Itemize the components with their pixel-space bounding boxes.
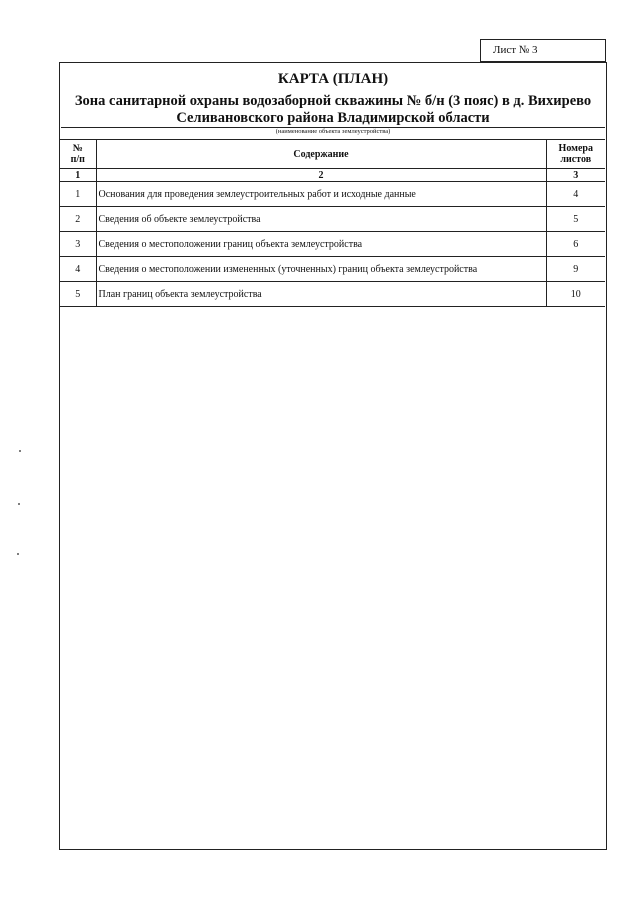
object-caption: (наименование объекта землеустройства) xyxy=(275,128,391,135)
table-header-row xyxy=(60,140,605,169)
row-pages: 9 xyxy=(546,257,605,282)
scan-speck xyxy=(18,503,20,505)
row-number: 3 xyxy=(60,232,96,257)
header-number-line-2: п/п xyxy=(70,154,85,165)
row-pages: 6 xyxy=(546,232,605,257)
header-content: Содержание xyxy=(96,140,546,169)
column-number-2: 2 xyxy=(96,169,546,182)
scan-speck xyxy=(17,553,19,555)
table-row xyxy=(60,257,605,282)
scan-speck xyxy=(19,450,21,452)
header-number-line-1: № xyxy=(72,143,83,154)
row-content: Сведения об объекте землеустройства xyxy=(96,207,546,232)
row-number: 4 xyxy=(60,257,96,282)
header-pages xyxy=(546,140,605,169)
row-content: Основания для проведения землеустроительных работ и исходные данные xyxy=(96,182,546,207)
column-number-row xyxy=(60,169,605,182)
table-row xyxy=(60,282,605,307)
row-content: План границ объекта землеустройства xyxy=(96,282,546,307)
header-pages-line-1: Номера xyxy=(558,143,593,154)
subtitle-line-2: Селивановского района Владимирской области xyxy=(176,110,490,126)
table-row xyxy=(60,207,605,232)
document-subtitle xyxy=(60,93,606,127)
header-number xyxy=(60,140,96,169)
document-title: КАРТА (ПЛАН) xyxy=(277,71,389,87)
row-number: 1 xyxy=(60,182,96,207)
column-number-1: 1 xyxy=(60,169,96,182)
document-frame xyxy=(59,62,607,850)
sheet-number-label: Лист № 3 xyxy=(493,44,538,56)
table-row xyxy=(60,232,605,257)
sheet-number-box xyxy=(480,39,606,62)
contents-table xyxy=(60,139,605,307)
column-number-3: 3 xyxy=(546,169,605,182)
row-content: Сведения о местоположении границ объекта землеустройства xyxy=(96,232,546,257)
table-row xyxy=(60,182,605,207)
row-pages: 5 xyxy=(546,207,605,232)
subtitle-line-1: Зона санитарной охраны водозаборной скважины № б/н (3 пояс) в д. Вихирево xyxy=(74,93,592,109)
row-pages: 10 xyxy=(546,282,605,307)
row-number: 5 xyxy=(60,282,96,307)
row-content: Сведения о местоположении измененных (уточненных) границ объекта землеустройства xyxy=(96,257,546,282)
row-pages: 4 xyxy=(546,182,605,207)
header-pages-line-2: листов xyxy=(560,154,592,165)
row-number: 2 xyxy=(60,207,96,232)
